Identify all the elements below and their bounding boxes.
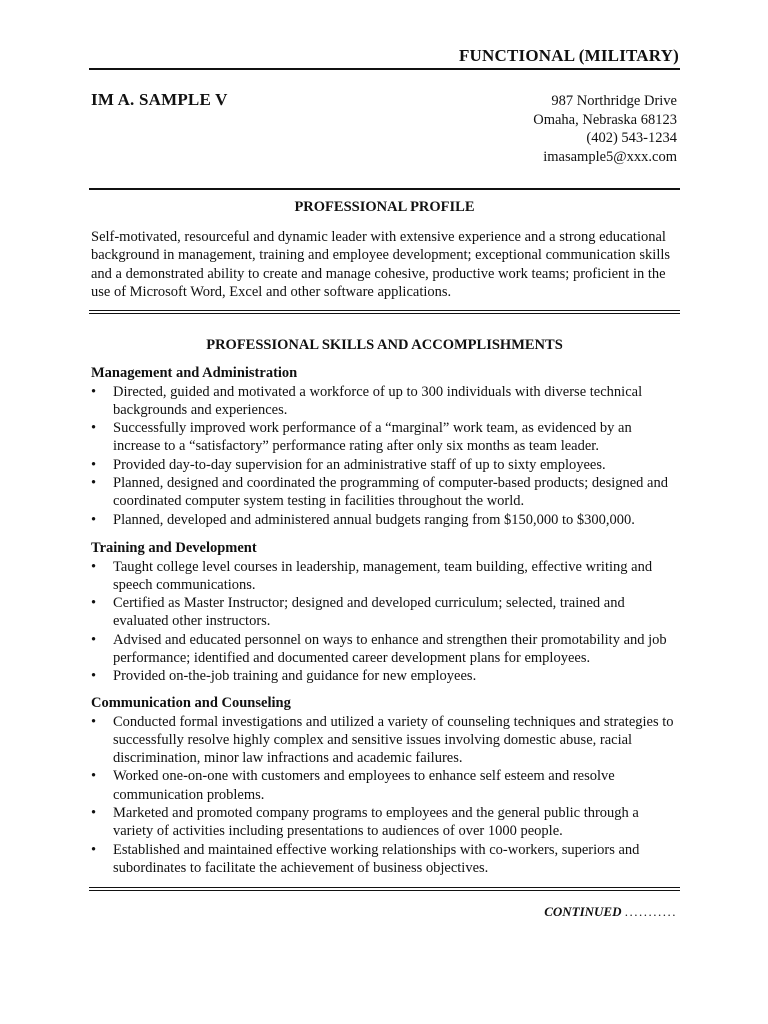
profile-heading: PROFESSIONAL PROFILE	[294, 199, 475, 215]
list-item: • Worked one-on-one with customers and employees to enhance self esteem and resolve communication problems.	[91, 768, 615, 803]
bullet-icon: •	[91, 595, 97, 612]
bullet-icon: •	[91, 474, 97, 491]
list-item: • Conducted formal investigations and utilized a variety of counseling techniques and strategies to successfully resolve highly complex and sensitive issues involving domestic abuse, racial discrimination, minor law infractions and academic failures.	[91, 713, 674, 767]
skill-group-training	[91, 539, 680, 686]
bullet-icon: •	[91, 511, 97, 528]
contact-block	[533, 92, 677, 166]
skills-heading: PROFESSIONAL SKILLS AND ACCOMPLISHMENTS	[206, 337, 563, 353]
list-item: • Successfully improved work performance of a “marginal” work team, as evidenced by an increase to a “satisfactory” performance rating after only six months as team leader.	[91, 420, 632, 455]
contact-phone: (402) 543-1234	[586, 130, 677, 146]
profile-text: Self-motivated, resourceful and dynamic leader with extensive experience and a strong educational background in management, training and employee development; exceptional communication skills and a demonstrated ability to create and manage cohesive, productive work teams; proficient in the use of Microsoft Word, Excel and other software applications.	[91, 229, 671, 300]
list-item: • Marketed and promoted company programs to employees and the general public through a variety of activities including presentations to audiences of over 1000 people.	[91, 804, 639, 840]
bullet-icon: •	[91, 841, 97, 858]
header-rule	[89, 188, 680, 190]
bullet-icon: •	[91, 558, 97, 575]
candidate-name: IM A. SAMPLE V	[91, 90, 228, 109]
group-title-management: Management and Administration	[91, 365, 298, 381]
bullet-icon: •	[91, 713, 97, 730]
bullet-icon: •	[91, 383, 97, 400]
bullet-icon: •	[91, 804, 97, 821]
contact-email: imasample5@xxx.com	[543, 148, 677, 165]
list-item: • Established and maintained effective working relationships with co-workers, superiors and subordinates to facilitate the achievement of business objectives.	[91, 841, 640, 876]
bullet-icon: •	[91, 420, 97, 437]
bullet-icon: •	[91, 631, 97, 648]
profile-divider	[89, 310, 680, 314]
continued-dots: ...........	[624, 904, 677, 919]
continued-note	[544, 904, 677, 920]
document-type: FUNCTIONAL (MILITARY)	[458, 46, 679, 65]
list-item: • Provided day-to-day supervision for an administrative staff of up to sixty employees.	[91, 456, 606, 473]
group-title-communication: Communication and Counseling	[91, 695, 291, 711]
continued-label: CONTINUED	[544, 904, 622, 919]
bullet-icon: •	[91, 768, 97, 785]
bullet-icon: •	[91, 668, 97, 685]
skill-group-management	[91, 364, 680, 529]
group-title-training: Training and Development	[91, 540, 257, 556]
list-item: • Certified as Master Instructor; designed and developed curriculum; selected, trained and evaluated other instructors.	[91, 595, 625, 630]
contact-city: Omaha, Nebraska 68123	[533, 111, 677, 128]
list-item: • Provided on-the-job training and guidance for new employees.	[91, 668, 477, 685]
list-item: • Planned, developed and administered annual budgets ranging from $150,000 to $300,000.	[91, 511, 635, 528]
footer-divider	[89, 887, 680, 891]
bullet-icon: •	[91, 456, 97, 473]
training-list	[91, 558, 680, 686]
top-rule	[89, 68, 680, 70]
management-list	[91, 383, 680, 529]
list-item: • Advised and educated personnel on ways to enhance and strengthen their promotability and job performance; identified and documented career development plans for employees.	[91, 631, 667, 666]
list-item: • Planned, designed and coordinated the programming of computer-based products; designed and coordinated computer system testing in facilities throughout the world.	[91, 474, 668, 510]
contact-street: 987 Northridge Drive	[551, 93, 677, 109]
skill-group-communication	[91, 694, 680, 877]
communication-list	[91, 713, 680, 878]
list-item: • Directed, guided and motivated a workforce of up to 300 individuals with diverse technical backgrounds and experiences.	[91, 383, 643, 418]
list-item: • Taught college level courses in leadership, management, team building, effective writing and speech communications.	[91, 558, 653, 593]
